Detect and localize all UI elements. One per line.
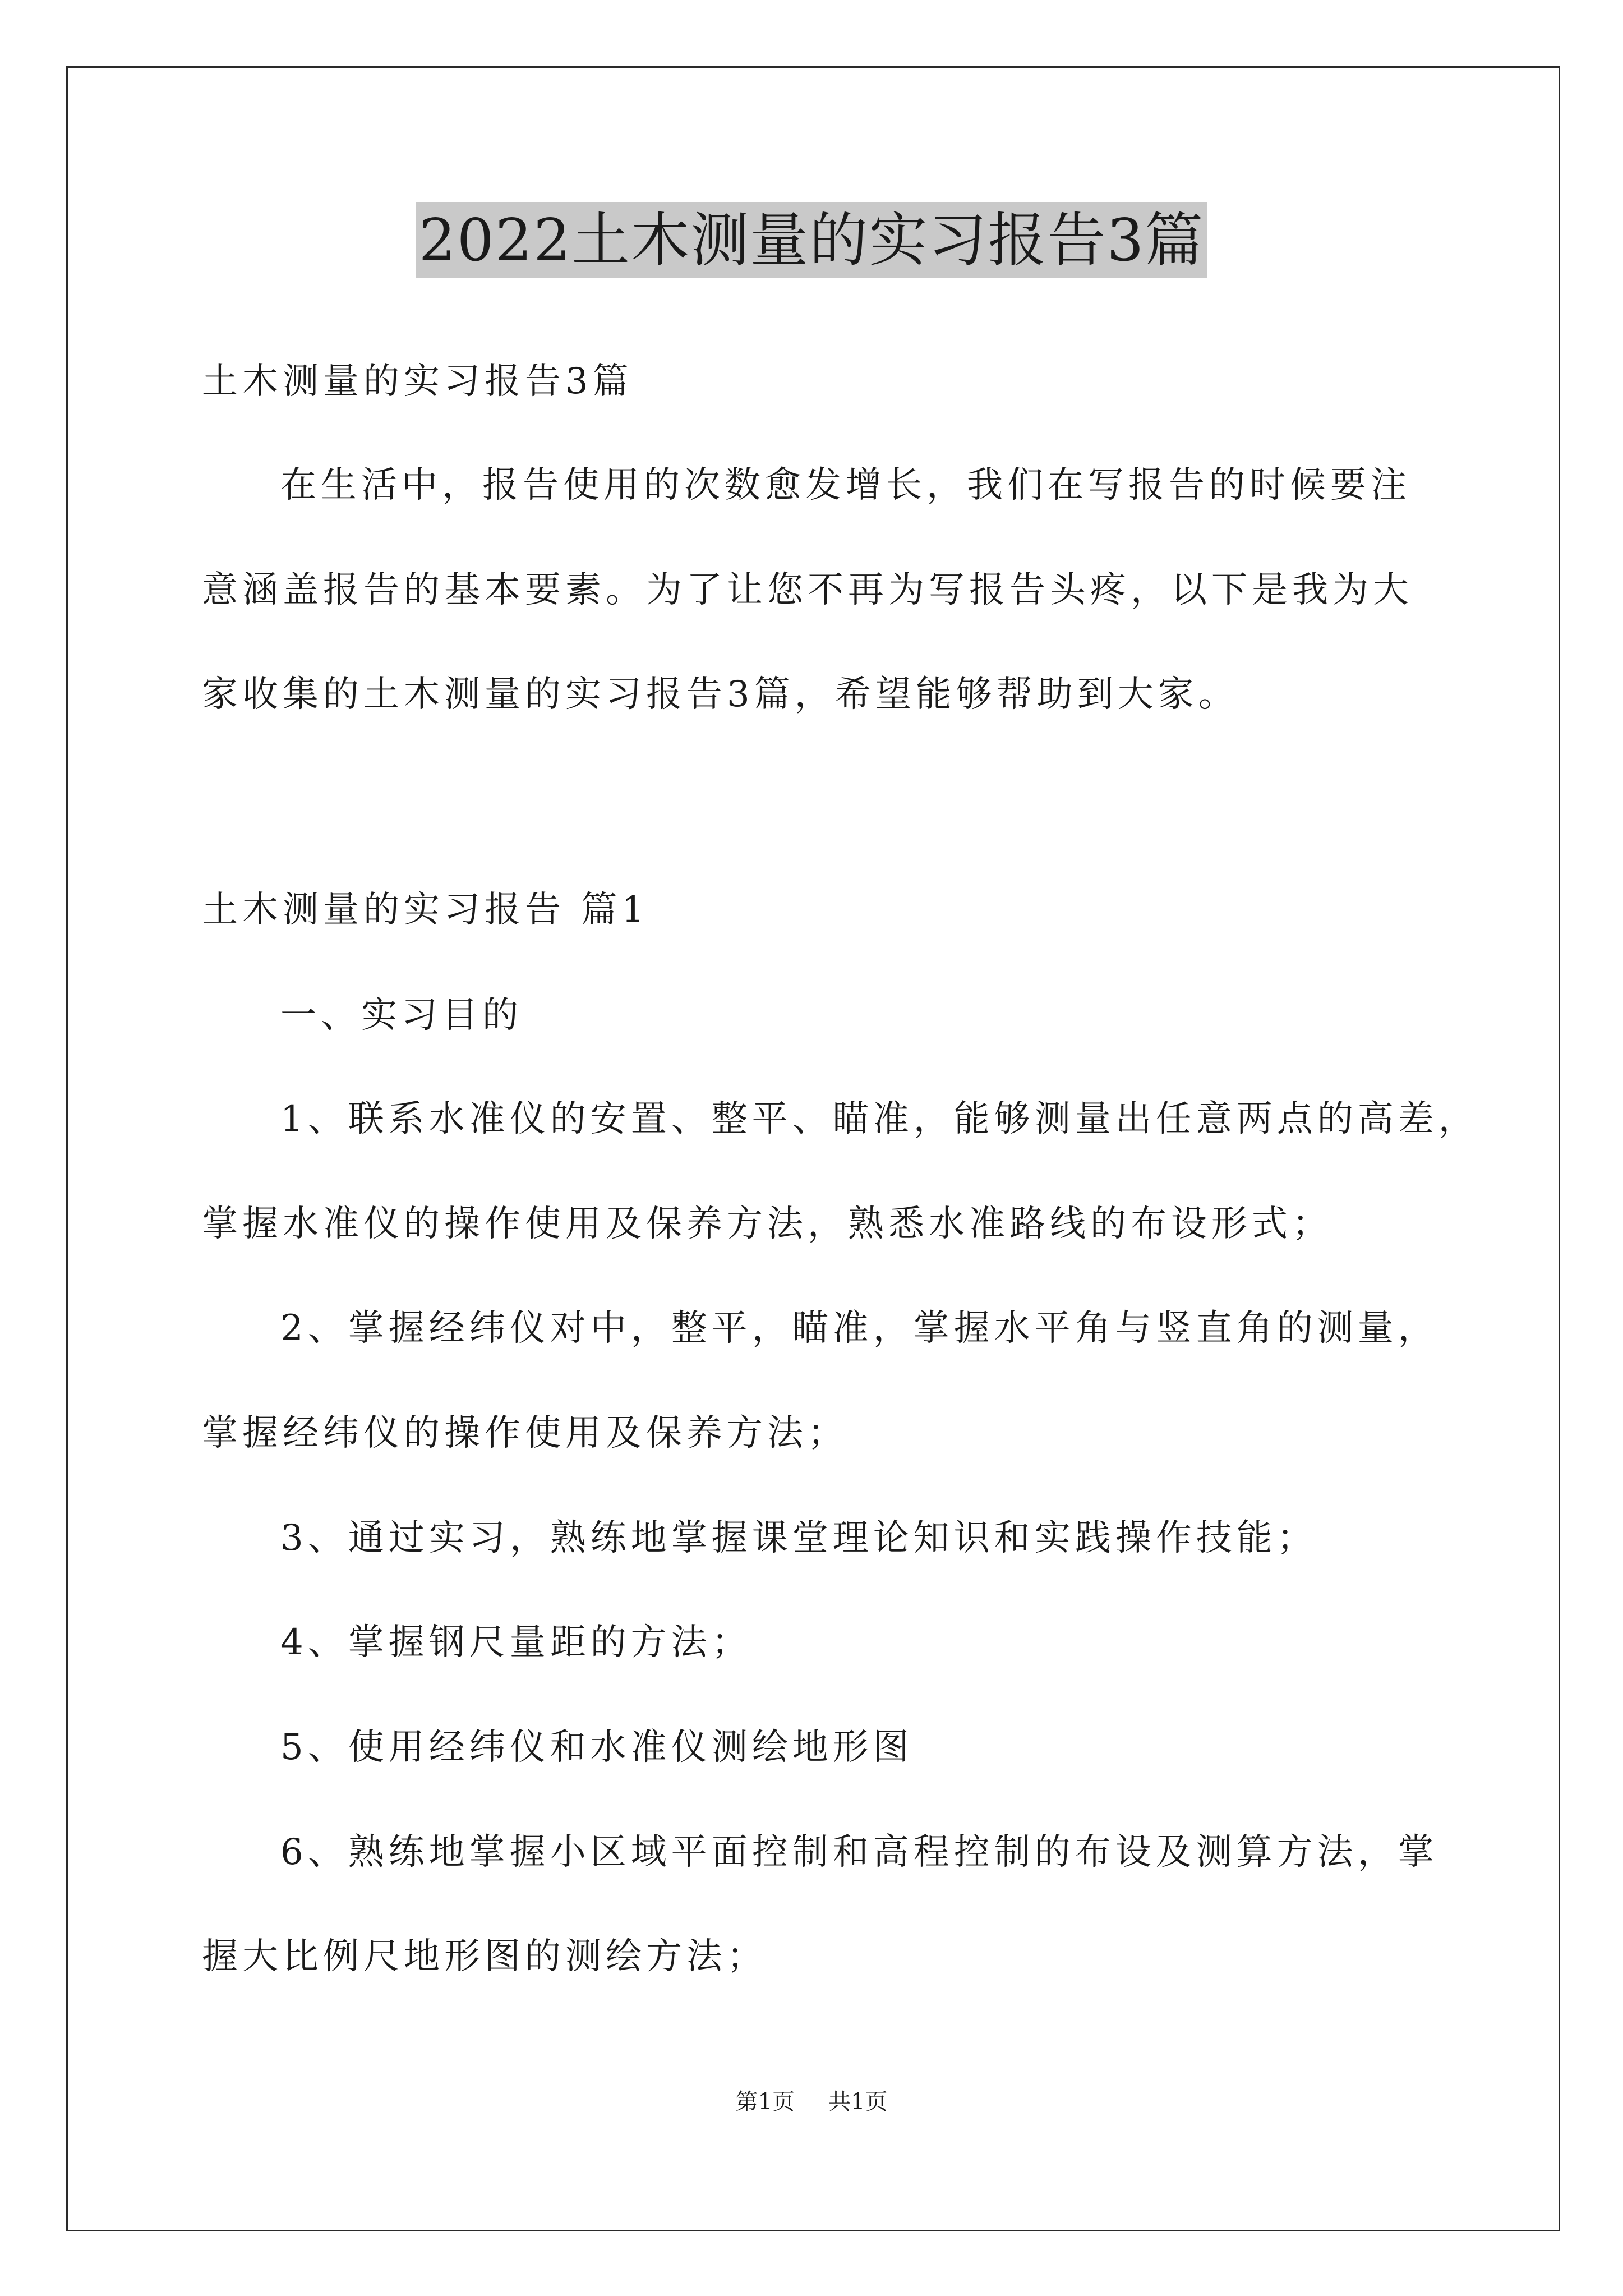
list-item: 握大比例尺地形图的测绘方法； [202,1936,767,1977]
subtitle: 土木测量的实习报告3篇 [202,361,633,402]
intro-line: 意涵盖报告的基本要素。为了让您不再为写报告头疼，以下是我为大 [202,569,1413,611]
list-item: 3、通过实习，熟练地掌握课堂理论知识和实践操作技能； [280,1517,1317,1559]
intro-line: 家收集的土木测量的实习报告3篇，希望能够帮助到大家。 [202,674,1239,715]
objective-heading: 一、实习目的 [280,995,523,1036]
list-item: 掌握水准仪的操作使用及保养方法，熟悉水准路线的布设形式； [202,1203,1332,1245]
list-item: 4、掌握钢尺量距的方法； [280,1622,752,1663]
list-item: 掌握经纬仪的操作使用及保养方法； [202,1412,848,1454]
list-item: 6、熟练地掌握小区域平面控制和高程控制的布设及测算方法，掌 [280,1832,1438,1873]
title-container [0,202,1623,278]
page-footer [0,2088,1623,2116]
page-total: 共1页 [828,2089,888,2115]
page-number: 第1页 [735,2089,795,2115]
list-item: 5、使用经纬仪和水准仪测绘地形图 [280,1727,914,1768]
document-title: 2022土木测量的实习报告3篇 [416,202,1208,278]
section-heading: 土木测量的实习报告 篇1 [202,889,649,931]
intro-line: 在生活中，报告使用的次数愈发增长，我们在写报告的时候要注 [280,464,1411,506]
list-item: 1、联系水准仪的安置、整平、瞄准，能够测量出任意两点的高差， [280,1098,1479,1140]
list-item: 2、掌握经纬仪对中，整平，瞄准，掌握水平角与竖直角的测量， [280,1308,1438,1349]
